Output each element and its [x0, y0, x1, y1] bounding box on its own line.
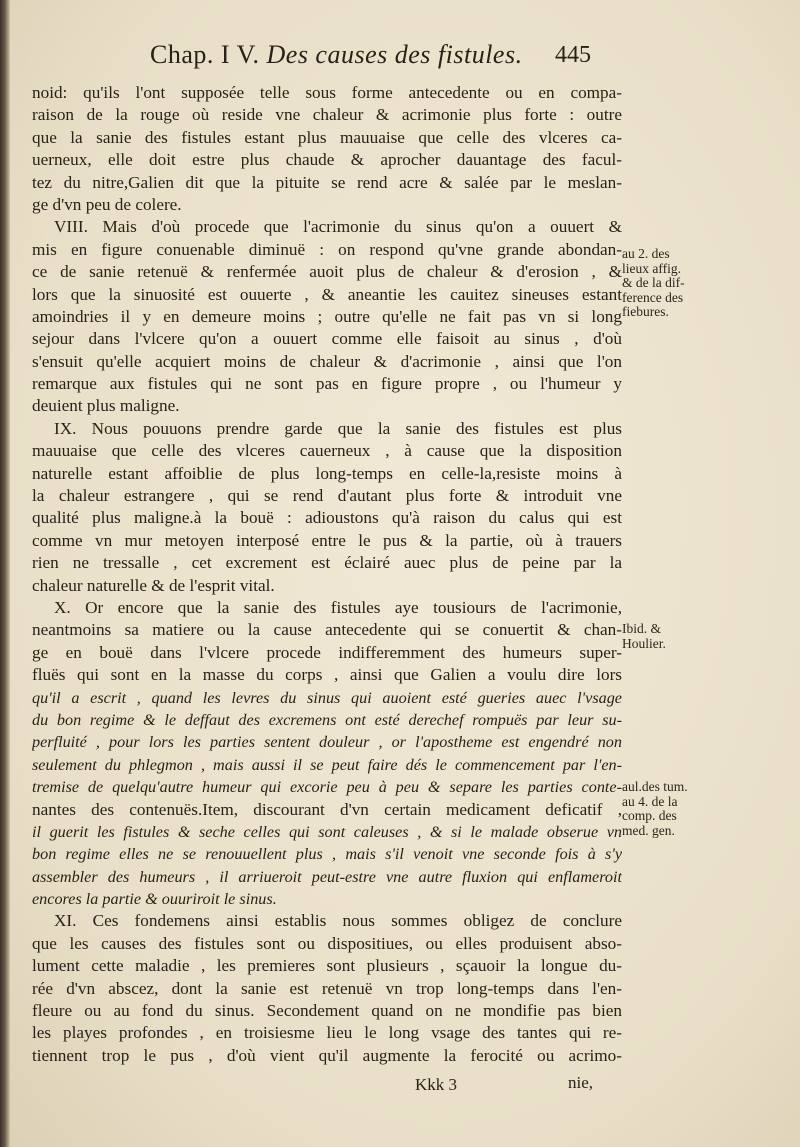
page-number: 445 [555, 42, 591, 68]
text-line: naturelle estant affoiblie de plus long-temps en celle-la,resiste moins à [32, 463, 622, 483]
text-line: lors que la sinuosité est ouuerte , & aneantie les cauitez sineuses estant [32, 284, 622, 304]
margin-note-line: & de la dif- [622, 275, 685, 290]
text-line: que la sanie des fistules estant plus mauuaise que celle des vlceres ca- [32, 127, 622, 147]
text-line: perfluité , pour lors les parties sentent douleur , or l'apostheme est engendré non [32, 733, 622, 752]
text-line: comme vn mur metoyen interposé entre le pus & la partie, où à trauers [32, 530, 622, 550]
margin-note-line: ference des [622, 289, 684, 305]
text-line: deuient plus maligne. [32, 396, 180, 416]
text-line: il guerit les fistules & seche celles qui sont caleuses , & si le malade obserue vn [32, 822, 622, 841]
margin-note-line: Ibid. & [622, 621, 661, 636]
margin-note-3 [622, 780, 688, 838]
text-line: uerneux, elle doit estre plus chaude & aprocher dauantage des facul- [32, 150, 622, 170]
text-line: ce de sanie retenuë & renfermée auoit plus de chaleur & d'erosion , & [32, 262, 622, 282]
chapter-title [150, 40, 523, 70]
text-line: qualité plus maligne.à la bouë : adioustons qu'à raison du calus qui est [32, 508, 622, 528]
text-line: qu'il a escrit , quand les levres du sinus qui auoient esté gueries auec l'vsage [32, 688, 622, 707]
text-line: fluës qui sont en la masse du corps , ainsi que Galien a voulu dire lors [32, 665, 622, 685]
text-line: tremise de quelqu'autre humeur qui excorie peu à peu & separe les parties conte- [32, 778, 622, 797]
running-head [150, 40, 610, 80]
text-line: assembler des humeurs , il arriueroit peut-estre vne autre fluxion qui enflameroit [32, 867, 622, 886]
catchword: nie, [568, 1073, 594, 1092]
margin-note-line: au 4. de la [622, 793, 678, 809]
text-line: VIII. Mais d'où procede que l'acrimonie du sinus qu'on a ouuert & [54, 217, 622, 237]
text-line: fleure ou au fond du sinus. Secondement quand on ne mondifie pas bien [32, 1001, 622, 1021]
text-line: les playes profondes , en troisiesme lieu le long vsage des tantes qui re- [32, 1023, 622, 1043]
text-line: neantmoins sa matiere ou la cause antecedente qui se conuertit & chan- [32, 620, 622, 640]
text-line: ge en bouë dans l'vlcere procede indifferemment des humeurs super- [32, 642, 622, 662]
text-line: bon regime elles ne se renouuellent plus , mais s'il venoit vne seconde fois à s'y [32, 845, 622, 864]
text-line: XI. Ces fondemens ainsi establis nous sommes obligez de conclure [54, 911, 622, 931]
text-line: remarque aux fistules qui ne sont pas en figure propre , ou l'humeur y [32, 374, 622, 394]
text-line: s'ensuit qu'elle acquiert moins de chaleur & d'acrimonie , ainsi que l'on [32, 351, 622, 371]
margin-note-line: fiebures. [622, 304, 669, 319]
text-line: encores la partie & ouuriroit le sinus. [32, 890, 277, 909]
text-line: noid: qu'ils l'ont supposée telle sous forme antecedente ou en compa- [32, 83, 622, 102]
text-line: mis en figure conuenable diminuë : on respond qu'vne grande abondan- [32, 239, 622, 259]
text-line: ge d'vn peu de colere. [32, 194, 182, 214]
chapter-subject: Des causes des fistules. [266, 40, 523, 69]
main-text [32, 82, 622, 1067]
margin-note-line: comp. des [622, 808, 677, 823]
text-line: la chaleur estrangere , qui se rend d'autant plus forte & introduit vne [32, 486, 622, 506]
text-line: chaleur naturelle & de l'esprit vital. [32, 575, 275, 595]
margin-note-line: Houlier. [622, 635, 666, 651]
text-line: tiennent trop le pus , d'où vient qu'il augmente la ferocité ou acrimo- [32, 1045, 622, 1065]
text-line: X. Or encore que la sanie des fistules aye tousiours de l'acrimonie, [54, 597, 622, 617]
text-line: rien ne tressalle , cet excrement est éclairé auec plus de peine par la [32, 553, 622, 573]
margin-note-line: au 2. des [622, 246, 670, 261]
text-line: sejour dans l'vlcere qu'on a ouuert comme elle faisoit au sinus , d'où [32, 329, 622, 349]
text-line: amoindries il y en demeure moins ; outre qu'elle ne fait pas vn si long [32, 306, 622, 326]
margin-note-line: med. gen. [622, 822, 675, 838]
text-line: que les causes des fistules sont ou dispositiues, ou elles produisent abso- [32, 933, 622, 953]
text-line: IX. Nous pouuons prendre garde que la sanie des fistules est plus [54, 418, 622, 438]
text-line: rée d'vn abscez, dont la sanie est retenuë vn trop long-temps dans l'en- [32, 978, 622, 998]
text-line: lument cette maladie , les premieres sont plusieurs , sçauoir la longue du- [32, 956, 622, 976]
margin-note-line: lieux affig. [622, 260, 681, 276]
margin-note-line: aul.des tum. [622, 779, 688, 794]
text-line: tez du nitre,Galien dit que la pituite se rend acre & salée par le meslan- [32, 172, 622, 192]
margin-note-1 [622, 247, 685, 320]
text-line: du bon regime & le deffaut des excremens ont esté derechef rompuës par leur su- [32, 710, 622, 729]
margin-note-2 [622, 622, 666, 651]
signature-mark: Kkk 3 [415, 1075, 458, 1094]
text-line: raison de la rouge où reside vne chaleur & acrimonie plus forte : outre [32, 105, 622, 125]
chapter-number: Chap. I V. [150, 40, 267, 69]
binding-gutter [0, 0, 10, 1147]
text-line: seulement du phlegmon , mais aussi il se peut faire dés le commencement par l'en- [32, 755, 622, 774]
text-line: mauuaise que celle des vlceres cauerneux , à cause que la disposition [32, 441, 622, 461]
text-line: nantes des contenuës.Item, discourant d'vn certain medicament deficatif , [32, 799, 622, 819]
